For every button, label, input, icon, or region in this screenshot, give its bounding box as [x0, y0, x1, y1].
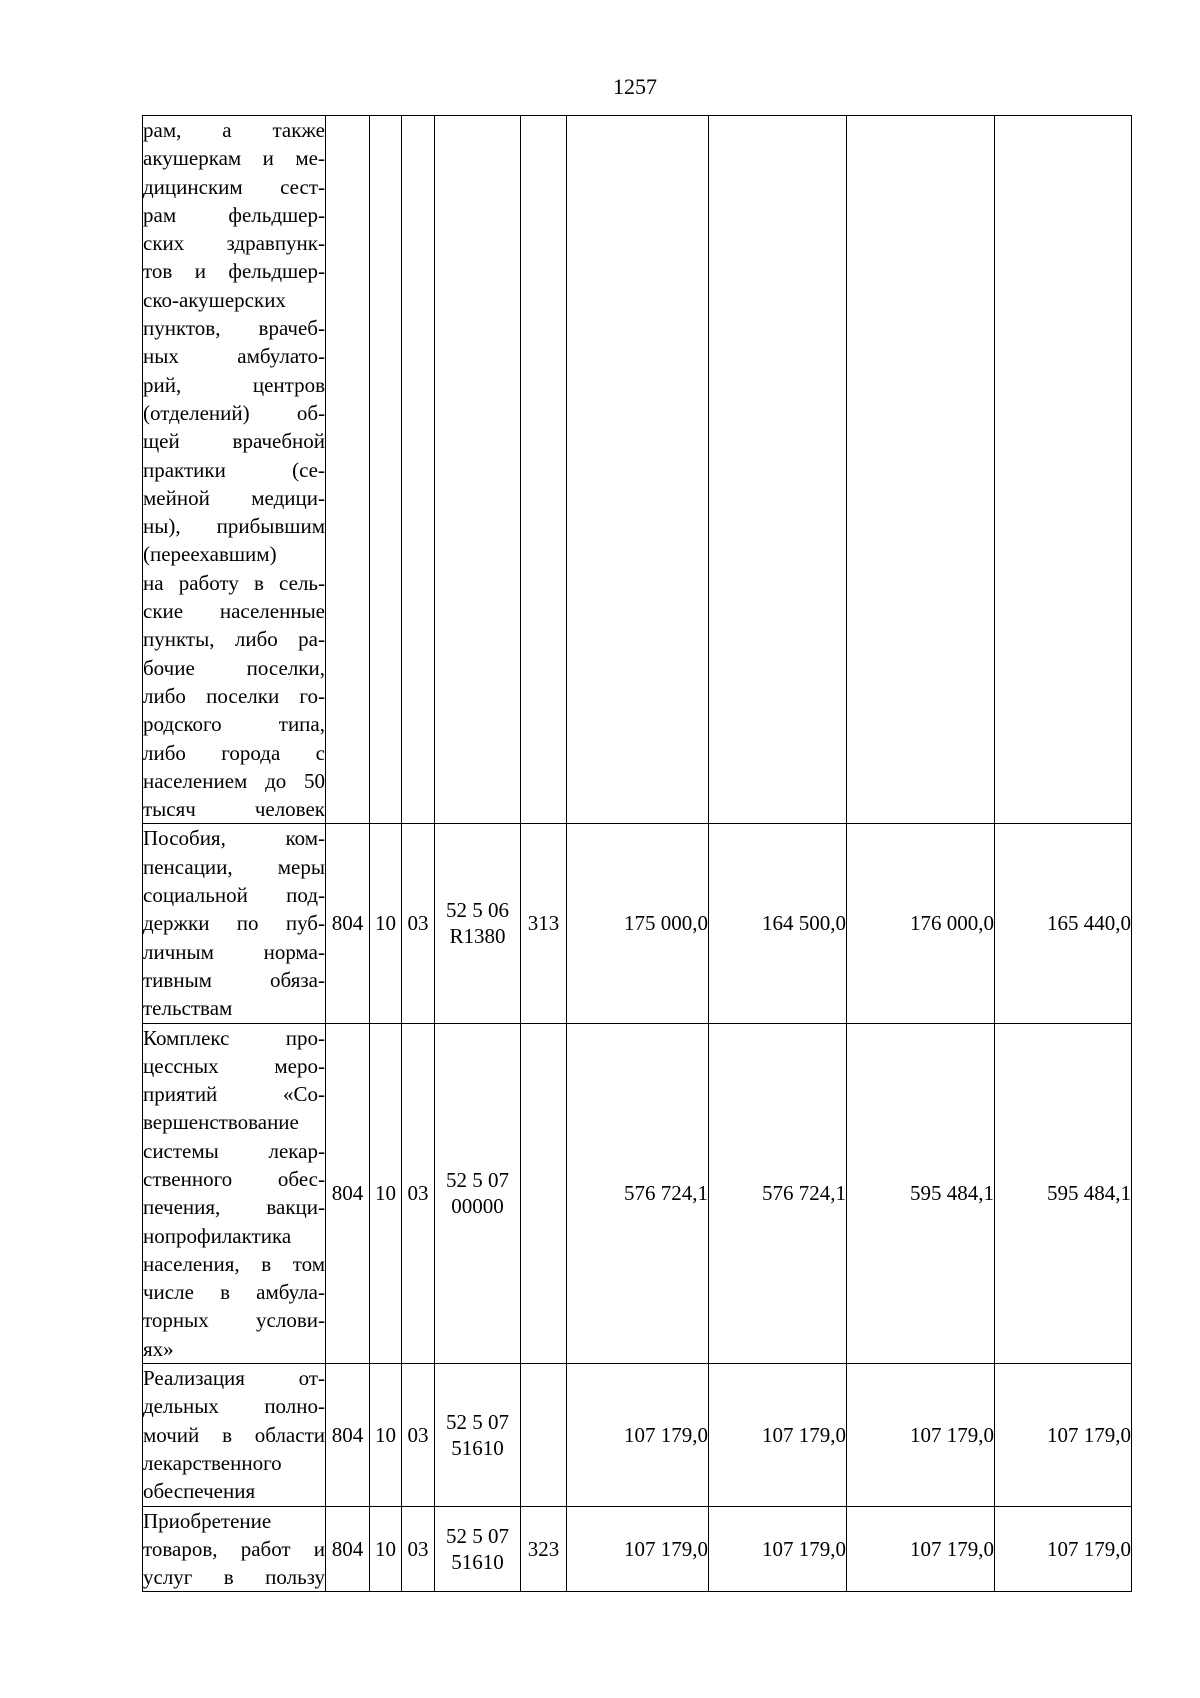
description-line: ско-акушерских	[143, 287, 286, 312]
description-line: пунктов, врачеб-	[143, 316, 325, 341]
description-line: населением до 50	[143, 768, 325, 793]
table-row	[143, 1364, 1132, 1506]
amount-col-2: 164 500,0	[709, 824, 847, 1023]
description-line: тельствам	[143, 996, 233, 1021]
page-number: 1257	[613, 74, 657, 99]
description-line: рий, центров	[143, 372, 325, 397]
description-line: населения, в том	[143, 1251, 325, 1276]
amount-col-1	[567, 116, 709, 824]
description-line: тов и фельдшер-	[143, 259, 325, 284]
target-code-part: 52 5 06	[446, 898, 509, 923]
amount-col-2: 107 179,0	[709, 1364, 847, 1506]
subsection-code: 03	[402, 1506, 435, 1592]
amount-col-4: 107 179,0	[995, 1506, 1132, 1592]
amount-col-1: 107 179,0	[567, 1506, 709, 1592]
description-line: ных амбулато-	[143, 344, 325, 369]
target-article-code	[435, 1506, 521, 1592]
ministry-code: 804	[326, 1506, 370, 1592]
target-article-code	[435, 824, 521, 1023]
description-line: либо города с	[143, 740, 325, 765]
target-code-part: 52 5 07	[446, 1523, 509, 1548]
description-line: (переехавшим)	[143, 542, 277, 567]
description-line: ские населенные	[143, 599, 325, 624]
description-line: Пособия, ком-	[143, 826, 325, 851]
amount-col-3: 107 179,0	[847, 1506, 995, 1592]
description-line: ны), прибывшим	[143, 514, 325, 539]
section-code: 10	[370, 824, 402, 1023]
amount-col-4: 107 179,0	[995, 1364, 1132, 1506]
subsection-code: 03	[402, 824, 435, 1023]
target-article-code	[435, 1023, 521, 1364]
description-line: Приобретение	[143, 1508, 272, 1533]
description-line: дицинским сест-	[143, 174, 325, 199]
description-line: социальной под-	[143, 883, 325, 908]
description-line: системы лекар-	[143, 1138, 325, 1163]
section-code: 10	[370, 1364, 402, 1506]
amount-col-1: 107 179,0	[567, 1364, 709, 1506]
subsection-code: 03	[402, 1364, 435, 1506]
description-line: печения, вакци-	[143, 1195, 325, 1220]
expense-type-code	[521, 1364, 567, 1506]
target-code-part: 51610	[451, 1435, 504, 1460]
description-line: акушеркам и ме-	[143, 146, 325, 171]
description-line: практики (се-	[143, 457, 325, 482]
description-line: тивным обяза-	[143, 967, 325, 992]
target-code-part: R1380	[449, 924, 506, 949]
expense-type-code	[521, 116, 567, 824]
ministry-code: 804	[326, 1023, 370, 1364]
description-line: дельных полно-	[143, 1394, 325, 1419]
description-line: (отделений) об-	[143, 400, 325, 425]
description-line: числе в амбула-	[143, 1280, 325, 1305]
description-line: личным норма-	[143, 939, 325, 964]
description-line: приятий «Со-	[143, 1082, 325, 1107]
row-description	[143, 1023, 326, 1364]
amount-col-1: 576 724,1	[567, 1023, 709, 1364]
section-code: 10	[370, 1023, 402, 1364]
description-line: либо поселки го-	[143, 683, 325, 708]
description-line: ских здравпунк-	[143, 231, 325, 256]
amount-col-2: 107 179,0	[709, 1506, 847, 1592]
amount-col-3: 107 179,0	[847, 1364, 995, 1506]
description-line: товаров, работ и	[143, 1536, 325, 1561]
amount-col-2	[709, 116, 847, 824]
subsection-code	[402, 116, 435, 824]
description-line: пункты, либо ра-	[143, 627, 325, 652]
description-line: бочие поселки,	[143, 655, 325, 680]
target-code-part: 51610	[451, 1549, 504, 1574]
description-line: пенсации, меры	[143, 854, 325, 879]
table-row	[143, 824, 1132, 1023]
row-description	[143, 116, 326, 824]
amount-col-3: 176 000,0	[847, 824, 995, 1023]
target-code-part: 00000	[451, 1194, 504, 1219]
description-line: обеспечения	[143, 1479, 256, 1504]
description-line: ях»	[143, 1336, 174, 1361]
amount-col-4: 595 484,1	[995, 1023, 1132, 1364]
amount-col-4: 165 440,0	[995, 824, 1132, 1023]
description-line: Реализация от-	[143, 1366, 325, 1391]
amount-col-3: 595 484,1	[847, 1023, 995, 1364]
target-article-code	[435, 1364, 521, 1506]
description-line: Комплекс про-	[143, 1025, 325, 1050]
description-line: услуг в пользу	[143, 1565, 325, 1590]
target-article-code	[435, 116, 521, 824]
description-line: рам фельдшер-	[143, 202, 325, 227]
description-line: вершенствование	[143, 1110, 299, 1135]
amount-col-3	[847, 116, 995, 824]
description-line: держки по пуб-	[143, 911, 325, 936]
description-line: цессных меро-	[143, 1053, 325, 1078]
description-line: на работу в сель-	[143, 570, 325, 595]
ministry-code	[326, 116, 370, 824]
target-code-part: 52 5 07	[446, 1168, 509, 1193]
description-line: щей врачебной	[143, 429, 325, 454]
description-line: рам, а также	[143, 118, 325, 142]
description-line: лекарственного	[143, 1450, 282, 1475]
description-line: родского типа,	[143, 712, 325, 737]
ministry-code: 804	[326, 824, 370, 1023]
description-line: нопрофилактика	[143, 1223, 292, 1248]
expense-type-code: 323	[521, 1506, 567, 1592]
table-row	[143, 1506, 1132, 1592]
expense-type-code: 313	[521, 824, 567, 1023]
row-description	[143, 1506, 326, 1592]
row-description	[143, 1364, 326, 1506]
description-line: ственного обес-	[143, 1166, 325, 1191]
ministry-code: 804	[326, 1364, 370, 1506]
section-code: 10	[370, 1506, 402, 1592]
description-line: торных услови-	[143, 1308, 325, 1333]
amount-col-4	[995, 116, 1132, 824]
expense-type-code	[521, 1023, 567, 1364]
amount-col-2: 576 724,1	[709, 1023, 847, 1364]
description-line: тысяч человек	[143, 797, 325, 822]
row-description	[143, 824, 326, 1023]
description-line: мейной медици-	[143, 485, 325, 510]
table-row	[143, 1023, 1132, 1364]
description-line: мочий в области	[143, 1422, 325, 1447]
subsection-code: 03	[402, 1023, 435, 1364]
budget-table	[142, 115, 1132, 1592]
table-row	[143, 116, 1132, 824]
target-code-part: 52 5 07	[446, 1409, 509, 1434]
amount-col-1: 175 000,0	[567, 824, 709, 1023]
section-code	[370, 116, 402, 824]
